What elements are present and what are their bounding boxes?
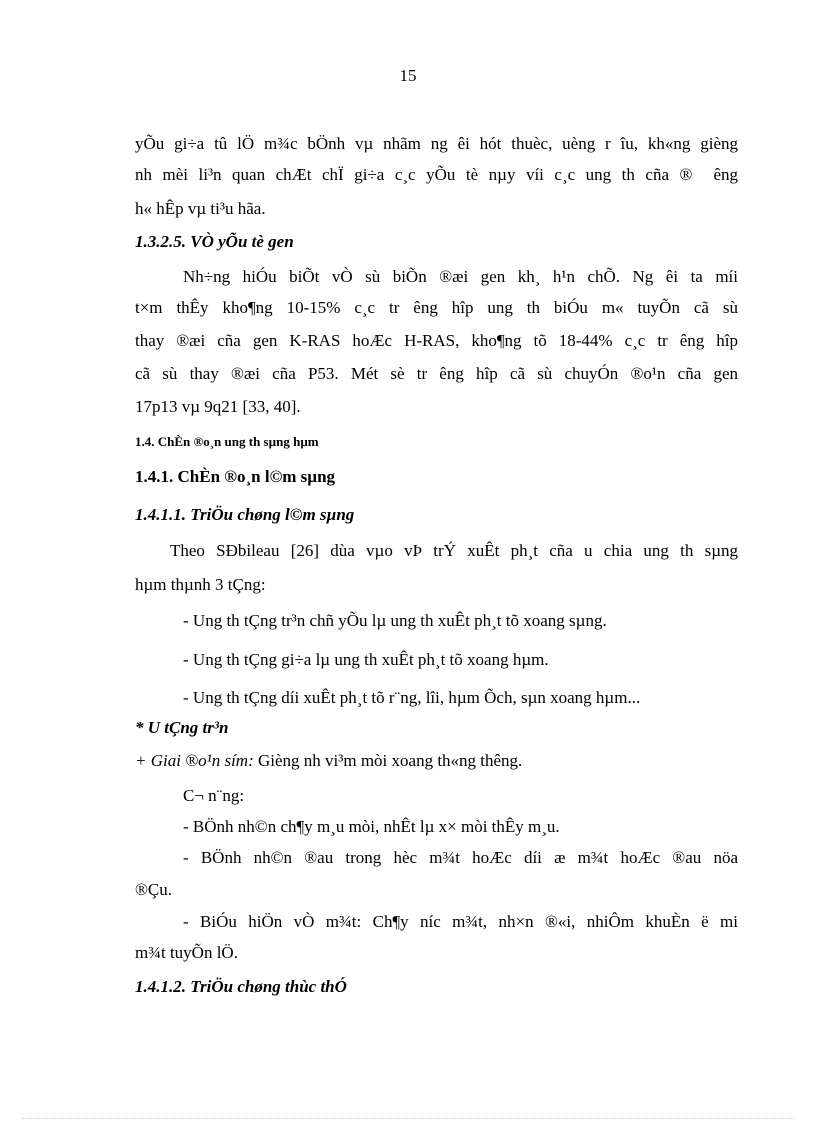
paragraph-line: 17p13 vµ 9q21 [33, 40]. bbox=[135, 397, 301, 416]
paragraph-line: Theo SÐbileau [26] dùa vµo vÞ trÝ xuÊt ph¸t cña u chia ung th sµng bbox=[170, 541, 738, 560]
paragraph-line: cã sù thay ®æi cña P53. Mét sè tr êng hîp cã sù chuyÓn ®o¹n cña gen bbox=[135, 364, 738, 383]
paragraph-line: h« hÊp vµ ti³u hãa. bbox=[135, 199, 266, 218]
list-item: - BÖnh nh©n ®au trong hèc m¾t hoÆc díi æ m¾t hoÆc ®au nöa bbox=[183, 848, 738, 867]
section-heading-1-4-1-2: 1.4.1.2. TriÖu chøng thùc thÓ bbox=[135, 977, 347, 996]
early-stage-label: + Giai ®o¹n sím: bbox=[135, 751, 254, 770]
list-item: - Ung th tÇng gi÷a lµ ung th xuÊt ph¸t tõ xoang hµm. bbox=[183, 650, 549, 669]
subheading-upper-level: * U tÇng tr³n bbox=[135, 718, 229, 737]
paragraph-line: t×m thÊy kho¶ng 10-15% c¸c tr êng hîp ung th biÓu m« tuyÕn cã sù bbox=[135, 298, 738, 317]
paragraph-line: thay ®æi cña gen K-RAS hoÆc H-RAS, kho¶ng tõ 18-44% c¸c tr êng hîp bbox=[135, 331, 738, 350]
paragraph-line: ®Çu. bbox=[135, 880, 173, 899]
paragraph-line: hµm thµnh 3 tÇng: bbox=[135, 575, 266, 594]
list-item: - Ung th tÇng díi xuÊt ph¸t tõ r¨ng, lîi, hµm Õch, sµn xoang hµm... bbox=[183, 688, 641, 707]
section-heading-1-3-2-5: 1.3.2.5. VÒ yÕu tè gen bbox=[135, 232, 294, 251]
section-heading-1-4-1-1: 1.4.1.1. TriÖu chøng l©m sµng bbox=[135, 505, 355, 524]
paragraph-line: yÕu gi÷a tû lÖ m¾c bÖnh vµ nhãm ng êi hót thuèc, uèng r îu, kh«ng gièng bbox=[135, 134, 738, 153]
paragraph-line: nh mèi li³n quan chÆt chÏ gi÷a c¸c yÕu tè nµy víi c¸c ung th cña ® êng bbox=[135, 165, 738, 184]
early-stage-text: Gièng nh vi³m mòi xoang th«ng thêng. bbox=[253, 751, 523, 770]
page-bottom-divider bbox=[22, 1118, 794, 1119]
paragraph-line bbox=[135, 751, 522, 771]
section-heading-1-4: 1.4. ChÈn ®o¸n ung th sµng hµm bbox=[135, 434, 319, 449]
list-item: - BÖnh nh©n ch¶y m¸u mòi, nhÊt lµ x× mòi thÊy m¸u. bbox=[183, 817, 560, 836]
section-heading-1-4-1: 1.4.1. ChÈn ®o¸n l©m sµng bbox=[135, 467, 336, 486]
list-item: - BiÓu hiÖn vÒ m¾t: Ch¶y níc m¾t, nh×n ®«i, nhiÔm khuÈn ë mi bbox=[183, 912, 738, 931]
paragraph-line: C¬ n¨ng: bbox=[183, 786, 245, 805]
page-number: 15 bbox=[399, 66, 417, 85]
list-item: - Ung th tÇng tr³n chñ yÕu lµ ung th xuÊt ph¸t tõ xoang sµng. bbox=[183, 611, 607, 630]
paragraph-line: m¾t tuyÕn lÖ. bbox=[135, 943, 238, 962]
paragraph-line: Nh÷ng hiÓu biÕt vÒ sù biÕn ®æi gen kh¸ h¹n chÕ. Ng êi ta míi bbox=[183, 267, 738, 286]
